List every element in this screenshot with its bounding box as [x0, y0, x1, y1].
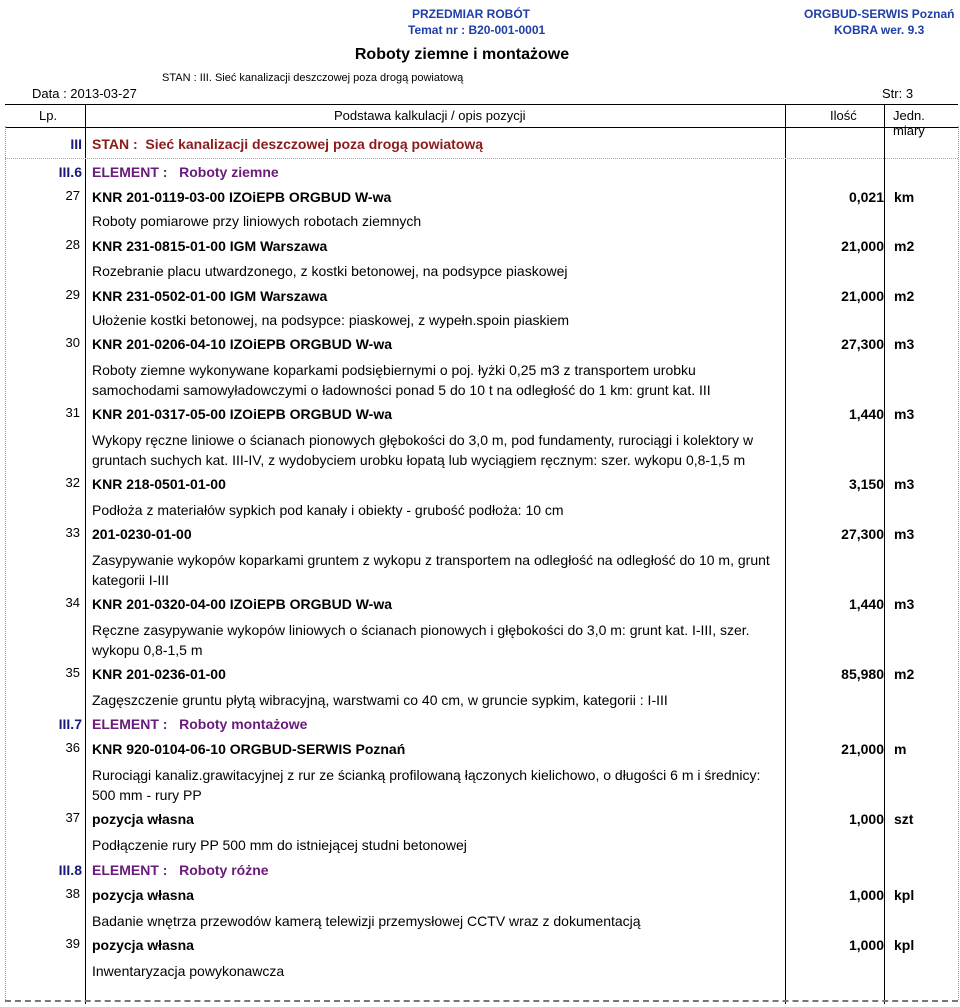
column-header-row — [5, 104, 958, 138]
subject-number: Temat nr : B20-001-0001 — [408, 23, 546, 37]
item-code: pozycja własna — [92, 937, 194, 953]
stan-heading — [92, 136, 483, 152]
item-lp: 32 — [65, 475, 80, 490]
item-lp: 33 — [65, 525, 80, 540]
item-qty: 1,000 — [848, 887, 884, 903]
item-unit: m2 — [894, 238, 915, 254]
column-unit: Jedn. miary — [893, 108, 925, 138]
item-qty: 27,300 — [841, 526, 884, 542]
item-unit: m3 — [894, 406, 915, 422]
item-code: pozycja własna — [92, 811, 194, 827]
item-lp: 31 — [65, 405, 80, 420]
item-lp: 29 — [65, 287, 80, 302]
element-name: Roboty ziemne — [179, 164, 279, 180]
item-lp: 30 — [65, 335, 80, 350]
item-code: 201-0230-01-00 — [92, 526, 192, 542]
column-qty: Ilość — [830, 108, 857, 123]
item-description: Zagęszczenie gruntu płytą wibracyjną, warstwami co 40 cm, w gruncie sypkim, kategorii : I-III — [92, 692, 668, 708]
item-description: Rurociągi kanaliz.grawitacyjnej z rur ze ścianką profilowaną łączonych kielichowo, o długości 6 m i średnicy: 500 mm - rury PP — [92, 767, 761, 803]
element-number: III.8 — [58, 862, 82, 878]
doc-type: PRZEDMIAR ROBÓT — [412, 7, 530, 21]
item-unit: kpl — [894, 887, 915, 903]
item-code: pozycja własna — [92, 887, 194, 903]
element-heading — [92, 164, 279, 180]
item-description: Podłoża z materiałów sypkich pod kanały i obiekty - grubość podłoża: 10 cm — [92, 502, 564, 518]
item-description: Roboty pomiarowe przy liniowych robotach ziemnych — [92, 213, 422, 229]
stan-number: III — [70, 136, 82, 152]
item-code: KNR 218-0501-01-00 — [92, 476, 226, 492]
item-description: Zasypywanie wykopów koparkami gruntem z wykopu z transportem na odległość na odległość do 10 m, grunt kategorii I-III — [92, 552, 770, 588]
element-heading — [92, 716, 307, 732]
item-unit: m — [894, 741, 907, 757]
item-lp: 35 — [65, 665, 80, 680]
item-unit: szt — [894, 811, 914, 827]
item-lp: 38 — [65, 886, 80, 901]
item-description: Podłączenie rury PP 500 mm do istniejącej studni betonowej — [92, 837, 467, 853]
item-unit: m3 — [894, 336, 915, 352]
item-lp: 27 — [65, 188, 80, 203]
item-description: Ułożenie kostki betonowej, na podsypce: piaskowej, z wypełn.spoin piaskiem — [92, 312, 570, 328]
item-code: KNR 231-0815-01-00 IGM Warszawa — [92, 238, 328, 254]
item-unit: m3 — [894, 476, 915, 492]
item-description: Roboty ziemne wykonywane koparkami podsiębiernymi o poj. łyżki 0,25 m3 z transportem urobku samochodami samowyładowczymi o ładowności ponad 5 do 10 t na odległość do 1 km: grunt kat. III — [92, 362, 711, 398]
item-description: Ręczne zasypywanie wykopów liniowych o ścianach pionowych i głębokości do 3,0 m: grunt kat. I-III, szer. wykopu 0,8-1,5 m — [92, 622, 750, 658]
stan-label: STAN : — [92, 136, 138, 152]
element-name: Roboty montażowe — [179, 716, 308, 732]
element-number: III.6 — [58, 164, 82, 180]
item-qty: 27,300 — [841, 336, 884, 352]
stan-subtitle: STAN : III. Sieć kanalizacji deszczowej poza drogą powiatową — [162, 72, 464, 84]
item-qty: 21,000 — [841, 288, 884, 304]
page-title: Roboty ziemne i montażowe — [354, 46, 570, 63]
item-description: Inwentaryzacja powykonawcza — [92, 963, 285, 979]
element-heading — [92, 862, 269, 878]
item-qty: 1,000 — [848, 937, 884, 953]
item-unit: m2 — [894, 288, 915, 304]
stan-name: Sieć kanalizacji deszczowej poza drogą powiatową — [145, 136, 484, 152]
item-qty: 21,000 — [841, 238, 884, 254]
page-number: Str: 3 — [882, 86, 914, 101]
item-unit: m2 — [894, 666, 915, 682]
item-qty: 0,021 — [848, 189, 884, 205]
column-lp: Lp. — [39, 108, 58, 123]
item-code: KNR 231-0502-01-00 IGM Warszawa — [92, 288, 328, 304]
software-version: KOBRA wer. 9.3 — [834, 23, 925, 37]
item-qty: 1,440 — [848, 406, 884, 422]
element-number: III.7 — [58, 716, 82, 732]
item-qty: 1,440 — [848, 596, 884, 612]
item-unit: m3 — [894, 526, 915, 542]
document-date: Data : 2013-03-27 — [32, 86, 137, 101]
item-unit: kpl — [894, 937, 915, 953]
element-label: ELEMENT : — [92, 716, 168, 732]
item-unit: km — [894, 189, 915, 205]
element-label: ELEMENT : — [92, 862, 168, 878]
item-description: Rozebranie placu utwardzonego, z kostki betonowej, na podsypce piaskowej — [92, 263, 568, 279]
item-code: KNR 201-0236-01-00 — [92, 666, 226, 682]
item-code: KNR 201-0320-04-00 IZOiEPB ORGBUD W-wa — [92, 596, 393, 612]
item-code: KNR 201-0317-05-00 IZOiEPB ORGBUD W-wa — [92, 406, 393, 422]
table-bottom-border — [5, 1000, 958, 1002]
element-label: ELEMENT : — [92, 164, 168, 180]
item-description: Wykopy ręczne liniowe o ścianach pionowych głębokości do 3,0 m, pod fundamenty, rurociągi i kolektory w gruntach suchych kat. III-IV, z wydobyciem urobku łopatą lub wyciągiem ręcznym: szer. wykopu 0,8-1,5 m — [92, 432, 754, 468]
item-lp: 34 — [65, 595, 80, 610]
item-lp: 36 — [65, 740, 80, 755]
item-lp: 37 — [65, 810, 80, 825]
item-code: KNR 201-0119-03-00 IZOiEPB ORGBUD W-wa — [92, 189, 392, 205]
item-code: KNR 201-0206-04-10 IZOiEPB ORGBUD W-wa — [92, 336, 393, 352]
item-qty: 3,150 — [848, 476, 884, 492]
column-basis: Podstawa kalkulacji / opis pozycji — [334, 108, 526, 123]
company-name: ORGBUD-SERWIS Poznań — [804, 7, 955, 21]
item-description: Badanie wnętrza przewodów kamerą telewizji przemysłowej CCTV wraz z dokumentacją — [92, 913, 641, 929]
item-code: KNR 920-0104-06-10 ORGBUD-SERWIS Poznań — [92, 741, 406, 757]
element-name: Roboty różne — [179, 862, 269, 878]
item-qty: 85,980 — [841, 666, 884, 682]
item-qty: 21,000 — [841, 741, 884, 757]
col-separator — [884, 104, 885, 1004]
item-unit: m3 — [894, 596, 915, 612]
border-right — [958, 126, 959, 1000]
item-lp: 28 — [65, 237, 80, 252]
item-lp: 39 — [65, 936, 80, 951]
row-divider — [5, 158, 958, 159]
item-qty: 1,000 — [848, 811, 884, 827]
col-separator — [85, 104, 86, 1004]
